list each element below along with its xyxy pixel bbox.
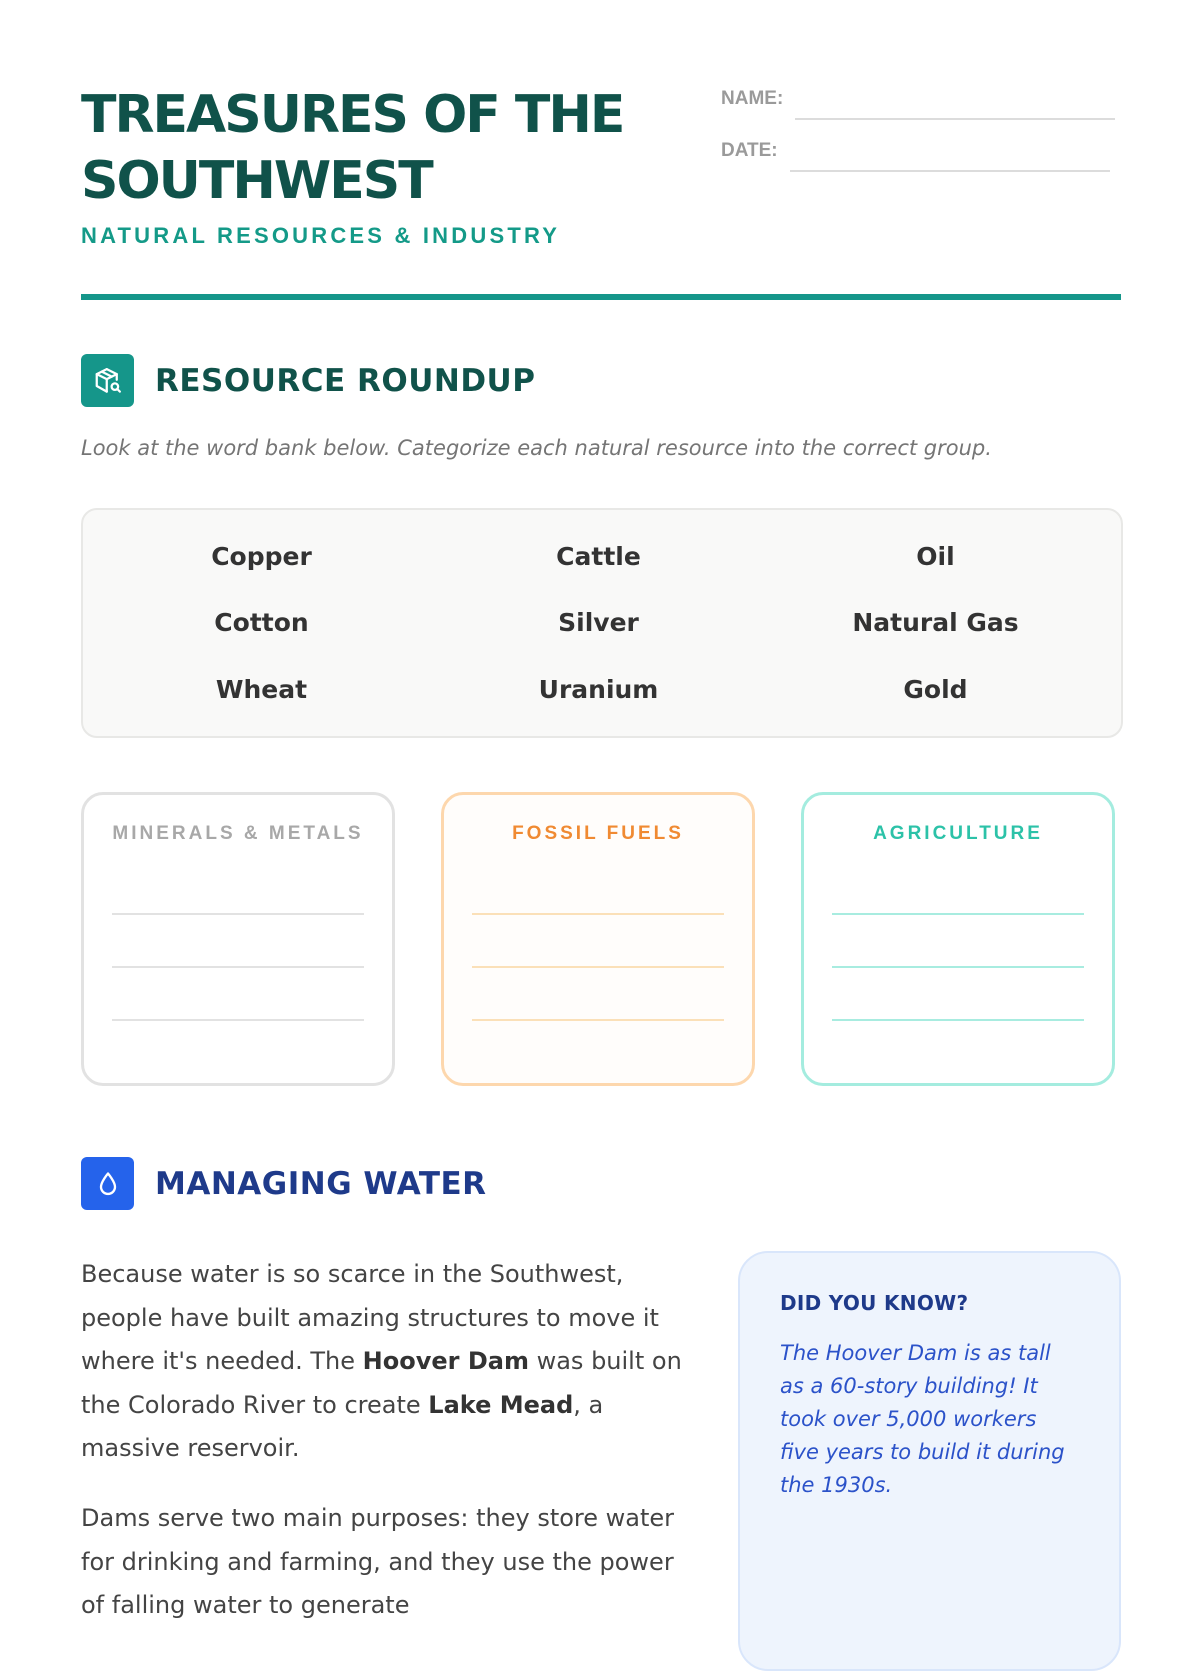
answer-line[interactable] bbox=[832, 966, 1084, 968]
bold-term: Hoover Dam bbox=[362, 1347, 529, 1375]
word-bank-item: Natural Gas bbox=[852, 608, 1019, 637]
box-search-icon bbox=[81, 354, 134, 407]
word-bank-item: Cotton bbox=[214, 608, 309, 637]
answer-line[interactable] bbox=[472, 1019, 724, 1021]
word-bank-item: Cattle bbox=[556, 542, 641, 571]
word-bank-item: Uranium bbox=[538, 675, 659, 704]
answer-line[interactable] bbox=[472, 966, 724, 968]
answer-line[interactable] bbox=[112, 966, 364, 968]
word-bank-item: Silver bbox=[558, 608, 639, 637]
fact-text: The Hoover Dam is as tall as a 60-story building! It took over 5,000 workers five years to build it during the 1930s. bbox=[780, 1341, 1065, 1497]
paragraph-text: , a massive reservoir. bbox=[81, 1390, 604, 1462]
water-paragraph-2: Dams serve two main purposes: they store water for drinking and farming, and they use the power of falling water to generate bbox=[81, 1504, 675, 1619]
category-fossil-fuels-box bbox=[441, 792, 755, 1086]
water-drop-icon bbox=[81, 1157, 134, 1210]
name-line[interactable] bbox=[795, 118, 1115, 120]
word-bank-item: Gold bbox=[903, 675, 968, 704]
date-line[interactable] bbox=[790, 170, 1110, 172]
answer-line[interactable] bbox=[832, 913, 1084, 915]
name-field[interactable] bbox=[721, 88, 1115, 110]
category-title: FOSSIL FUELS bbox=[512, 823, 684, 844]
category-title: MINERALS & METALS bbox=[112, 823, 364, 844]
section-resource-roundup-header bbox=[81, 354, 535, 407]
did-you-know-box bbox=[738, 1251, 1121, 1671]
instructions-text: Look at the word bank below. Categorize each natural resource into the correct group. bbox=[81, 436, 992, 460]
word-bank-item: Copper bbox=[211, 542, 312, 571]
page-subtitle: NATURAL RESOURCES & INDUSTRY bbox=[81, 223, 561, 248]
word-bank-item: Wheat bbox=[215, 675, 308, 704]
page-title: TREASURES OF THE SOUTHWEST bbox=[81, 85, 624, 211]
word-bank-item: Oil bbox=[916, 542, 955, 571]
name-label: NAME: bbox=[721, 88, 784, 109]
answer-line[interactable] bbox=[112, 1019, 364, 1021]
section-title: MANAGING WATER bbox=[155, 1165, 487, 1202]
date-field[interactable] bbox=[721, 140, 1110, 162]
category-title: AGRICULTURE bbox=[873, 823, 1043, 844]
word-bank bbox=[81, 508, 1123, 738]
water-paragraph-1 bbox=[81, 1253, 689, 1471]
fact-title: DID YOU KNOW? bbox=[780, 1291, 969, 1315]
section-managing-water-header bbox=[81, 1157, 487, 1210]
paragraph-text: Because water is so scarce in the Southwest, people have built amazing structures to move it where it's needed. The bbox=[81, 1260, 659, 1375]
category-agriculture-box bbox=[801, 792, 1115, 1086]
category-minerals-box bbox=[81, 792, 395, 1086]
bold-term: Lake Mead bbox=[428, 1390, 574, 1419]
section-title: RESOURCE ROUNDUP bbox=[155, 362, 536, 399]
answer-line[interactable] bbox=[472, 913, 724, 915]
answer-line[interactable] bbox=[832, 1019, 1084, 1021]
answer-line[interactable] bbox=[112, 913, 364, 915]
date-label: DATE: bbox=[721, 140, 778, 161]
paragraph-text: was built on the Colorado River to create bbox=[81, 1347, 682, 1419]
header-divider bbox=[81, 294, 1121, 300]
